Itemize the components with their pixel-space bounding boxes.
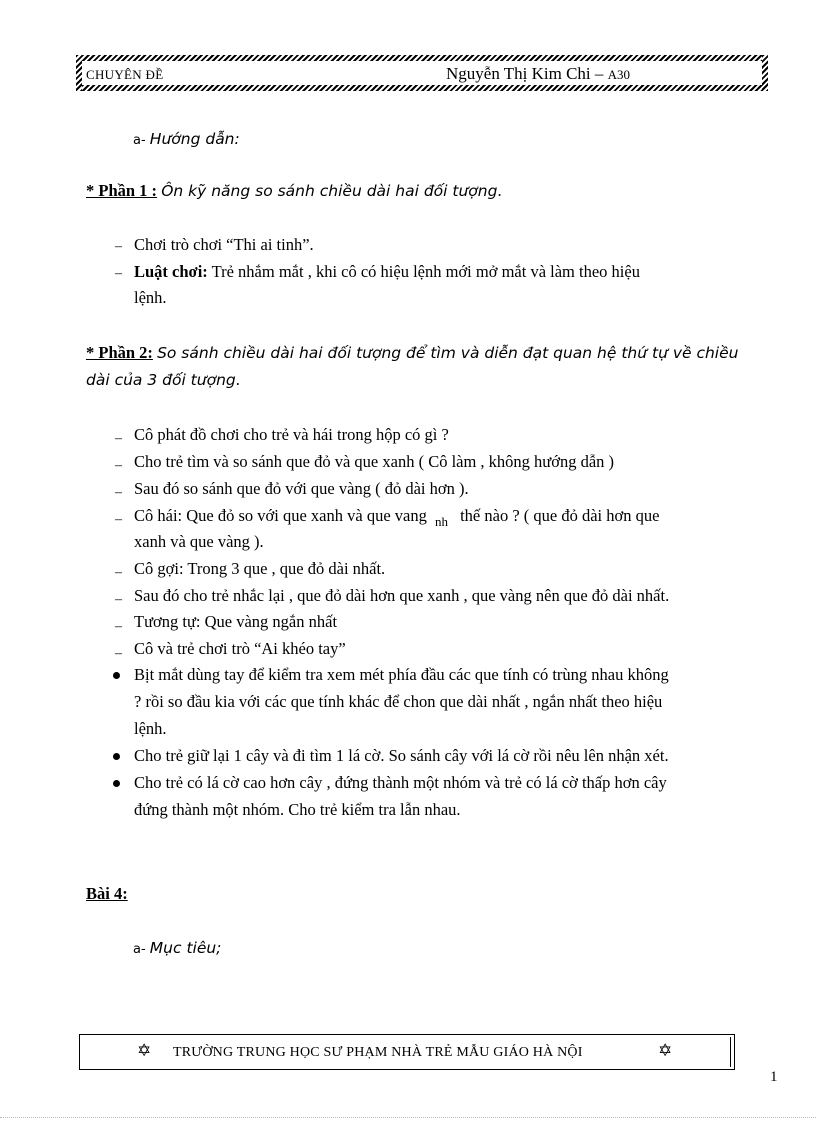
phan1-title: Ôn kỹ năng so sánh chiều dài hai đối tượng bbox=[161, 182, 498, 200]
page-header bbox=[76, 55, 768, 91]
phan2-title: So sánh chiều dài hai đối tượng để tìm và diễn đạt quan hệ thứ tự về chiều bbox=[157, 344, 739, 362]
bullet-item-cont: lệnh. bbox=[134, 719, 167, 738]
bullet-marker bbox=[113, 672, 120, 679]
header-border-left bbox=[76, 55, 82, 91]
phan2-heading bbox=[86, 340, 738, 366]
phan1-item-1: Chơi trò chơi “Thi ai tinh”. bbox=[134, 235, 314, 254]
star-of-david-icon: ✡ bbox=[137, 1041, 152, 1061]
dash-item: Sau đó so sánh que đỏ với que vàng ( đỏ dài hơn ). bbox=[134, 479, 469, 498]
dash-marker: – bbox=[115, 565, 122, 580]
dash-marker: – bbox=[115, 619, 122, 634]
header-border-right bbox=[762, 55, 768, 91]
footer-school-name: TRƯỜNG TRUNG HỌC SƯ PHẠM NHÀ TRẺ MẪU GIÁO HÀ NỘI bbox=[173, 1045, 583, 1060]
bullet-marker bbox=[113, 753, 120, 760]
bullet-item: Bịt mắt dùng tay để kiểm tra xem mét phía đầu các que tính có trùng nhau không bbox=[134, 665, 669, 684]
dash-marker: – bbox=[115, 646, 122, 661]
dash-item: Cô phát đồ chơi cho trẻ và hái trong hộp có gì ? bbox=[134, 425, 449, 444]
phan1-item-2-cont: lệnh. bbox=[134, 288, 167, 307]
header-author: Nguyễn Thị Kim Chi – A30 bbox=[446, 64, 631, 83]
bullet-item: Cho trẻ có lá cờ cao hơn cây , đứng thành một nhóm và trẻ có lá cờ thấp hơn cây bbox=[134, 773, 667, 792]
page-footer bbox=[79, 1034, 735, 1070]
dash-marker: – bbox=[115, 458, 122, 473]
dash-item-cont: xanh và que vàng ). bbox=[134, 532, 264, 551]
star-of-david-icon: ✡ bbox=[658, 1041, 673, 1061]
dash-item: Tương tự: Que vàng ngắn nhất bbox=[134, 612, 338, 631]
dash-item: Cô hái: Que đỏ so với que xanh và que vang $_{nh}$ thế nào ? ( que đỏ dài hơn que bbox=[134, 506, 660, 529]
phan2-heading-cont: dài của 3 đối tượng. bbox=[86, 370, 240, 389]
phan1-heading: * Phần 1 : Ôn kỹ năng so sánh chiều dài hai đối tượng. bbox=[86, 181, 502, 200]
bai4-heading: Bài 4: bbox=[86, 884, 128, 903]
dash-item: Cho trẻ tìm và so sánh que đỏ và que xanh ( Cô làm , không hướng dẫn ) bbox=[134, 452, 615, 471]
dash-marker: – bbox=[115, 592, 122, 607]
phan1-label: * Phần 1 : bbox=[86, 181, 158, 200]
dash-item: Cô gợi: Trong 3 que , que đỏ dài nhất. bbox=[134, 559, 386, 578]
header-code: A30 bbox=[607, 67, 631, 82]
header-border-bottom bbox=[76, 85, 768, 91]
dash-marker: – bbox=[115, 512, 122, 527]
bullet-item-cont: ? rồi so đầu kia với các que tính khác để chon que dài nhất , ngắn nhất theo hiệu bbox=[134, 692, 663, 711]
muc-tieu-heading: a- Mục tiêu; bbox=[133, 939, 222, 957]
page-edge bbox=[0, 1117, 816, 1118]
page-number: 1 bbox=[770, 1069, 778, 1085]
dash-item: Cô và trẻ chơi trò “Ai khéo tay” bbox=[134, 639, 346, 658]
dash-marker: – bbox=[115, 431, 122, 446]
phan2-label: * Phần 2: bbox=[86, 343, 153, 362]
bullet-item-cont: đứng thành một nhóm. Cho trẻ kiểm tra lẫn nhau. bbox=[134, 800, 461, 819]
header-topic: CHUYÊN ĐỀ bbox=[86, 67, 164, 82]
dash-marker: – bbox=[115, 266, 122, 281]
bullet-item: Cho trẻ giữ lại 1 cây và đi tìm 1 lá cờ. So sánh cây với lá cờ rồi nêu lên nhận xét. bbox=[134, 746, 669, 765]
phan1-item-2: Luật chơi: Trẻ nhắm mắt , khi cô có hiệu lệnh mới mở mắt và làm theo hiệu bbox=[134, 262, 640, 281]
dash-marker: – bbox=[115, 239, 122, 254]
bullet-marker bbox=[113, 780, 120, 787]
header-border-top bbox=[76, 55, 768, 61]
dash-marker: – bbox=[115, 485, 122, 500]
dash-item: Sau đó cho trẻ nhắc lại , que đỏ dài hơn que xanh , que vàng nên que đỏ dài nhất. bbox=[134, 586, 670, 605]
section-a-heading: a- Hướng dẫn: bbox=[133, 130, 240, 148]
